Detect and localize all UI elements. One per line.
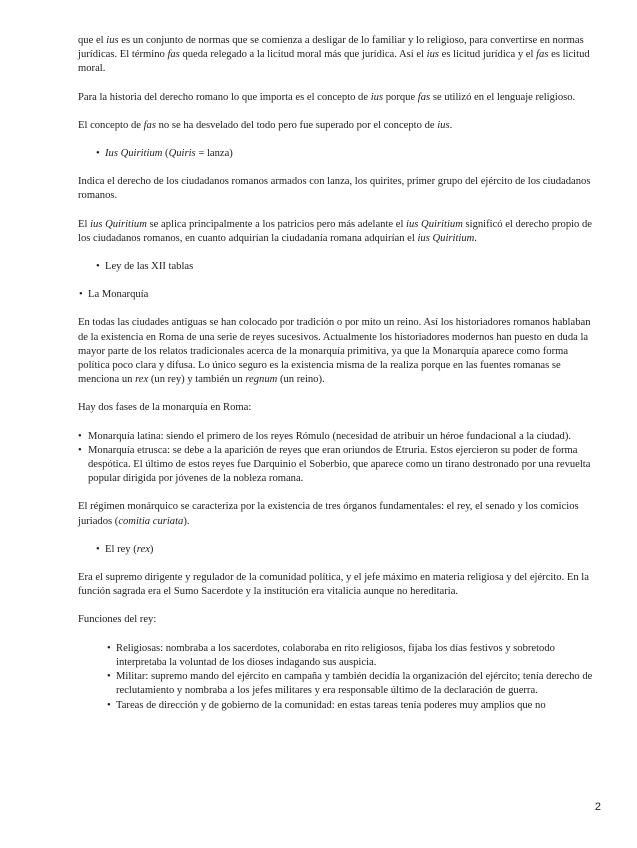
bullet-list: [96, 260, 594, 274]
paragraph: que el ius es un conjunto de normas que se comienza a desligar de lo familiar y lo religioso, para convertirse en normas jurídicas. El término fas queda relegado a la licitud moral más que jurídica. Así el ius es licitud jurídica y el fas es licitud moral.: [78, 35, 590, 75]
paragraph: Hay dos fases de la monarquía en Roma:: [78, 402, 252, 414]
bullet-list: [96, 147, 594, 161]
bullet-icon: •: [107, 642, 111, 654]
list-item: • Monarquía etrusca: se debe a la aparición de reyes que eran oriundos de Etruria. Estos ejercieron su poder de forma despótica. El último de estos reyes fue Darquinio el Soberbio, que aparece como un tirano destronado por una revuelta popular dirigida por jóvenes de la nobleza romana.: [78, 444, 591, 485]
page-content: [78, 34, 594, 713]
bullet-icon: •: [107, 699, 111, 711]
list-item: • Ius Quiritium (Quiris = lanza): [105, 147, 594, 161]
bullet-list: [107, 642, 594, 713]
bullet-icon: •: [96, 148, 100, 160]
bullet-icon: •: [78, 430, 82, 442]
paragraph: En todas las ciudades antiguas se han colocado por tradición o por mito un reino. Así los historiadores romanos hablaban de la existencia en Roma de una serie de reyes sucesivos. Actualmente los historiadores modernos han puesto en duda la mayor parte de los relatos tradicionales acerca de la monarquía primitiva, ya que la Monarquía aparece como forma política poco clara y difusa. Lo único seguro es la existencia misma de la realiza porque en las fuentes romanas se menciona un rex (un rey) y también un regnum (un reino).: [78, 317, 591, 386]
bullet-list: [78, 430, 594, 487]
list-item: • Monarquía latina: siendo el primero de los reyes Rómulo (necesidad de atribuir un héroe fundacional a la ciudad).: [78, 430, 594, 444]
page-number: 2: [594, 801, 601, 813]
bullet-icon: •: [107, 671, 111, 683]
bullet-icon: •: [78, 444, 82, 456]
paragraph: El concepto de fas no se ha desvelado del todo pero fue superado por el concepto de ius.: [78, 119, 453, 131]
list-item: • Ley de las XII tablas: [105, 260, 594, 274]
list-item: • Religiosas: nombraba a los sacerdotes, colaboraba en rito religiosos, fijaba los días festivos y sobretodo interpretaba la voluntad de los dioses indagando sus auspicia.: [107, 642, 555, 668]
list-item: • Tareas de dirección y de gobierno de la comunidad: en estas tareas tenía poderes muy amplios que no: [116, 699, 594, 713]
paragraph: El ius Quiritium se aplica principalmente a los patricios pero más adelante el ius Quiritium significó el derecho propio de los ciudadanos romanos, en cuanto adquirían la ciudadanía romana adquirían el ius Quiritium.: [78, 218, 593, 244]
bullet-icon: •: [96, 261, 100, 273]
list-item: • Militar: supremo mando del ejército en campaña y también decidía la organización del ejército; tenía derecho de reclutamiento y nombraba a los jefes militares y era responsable último de la declaración de guerra.: [107, 671, 593, 697]
bullet-icon: •: [96, 543, 100, 555]
bullet-list: [79, 288, 594, 302]
paragraph: Para la historia del derecho romano lo que importa es el concepto de ius porque fas se utilizó en el lenguaje religioso.: [78, 91, 576, 103]
paragraph: Indica el derecho de los ciudadanos romanos armados con lanza, los quirites, primer grupo del ejército de los ciudadanos romanos.: [78, 176, 591, 202]
bullet-list: [96, 543, 594, 557]
paragraph: Funciones del rey:: [78, 614, 157, 626]
paragraph: El régimen monárquico se caracteriza por la existencia de tres órganos fundamentales: el rey, el senado y los comicios juriados (comitia curiata).: [78, 501, 579, 527]
list-item: • El rey (rex): [105, 543, 594, 557]
list-item: • La Monarquía: [88, 288, 594, 302]
bullet-icon: •: [79, 289, 83, 301]
paragraph: Era el supremo dirigente y regulador de la comunidad política, y el jefe máximo en materia religiosa y del ejército. En la función sagrada era el Sumo Sacerdote y la institución era vitalicia aunque no hereditaria.: [78, 572, 589, 598]
